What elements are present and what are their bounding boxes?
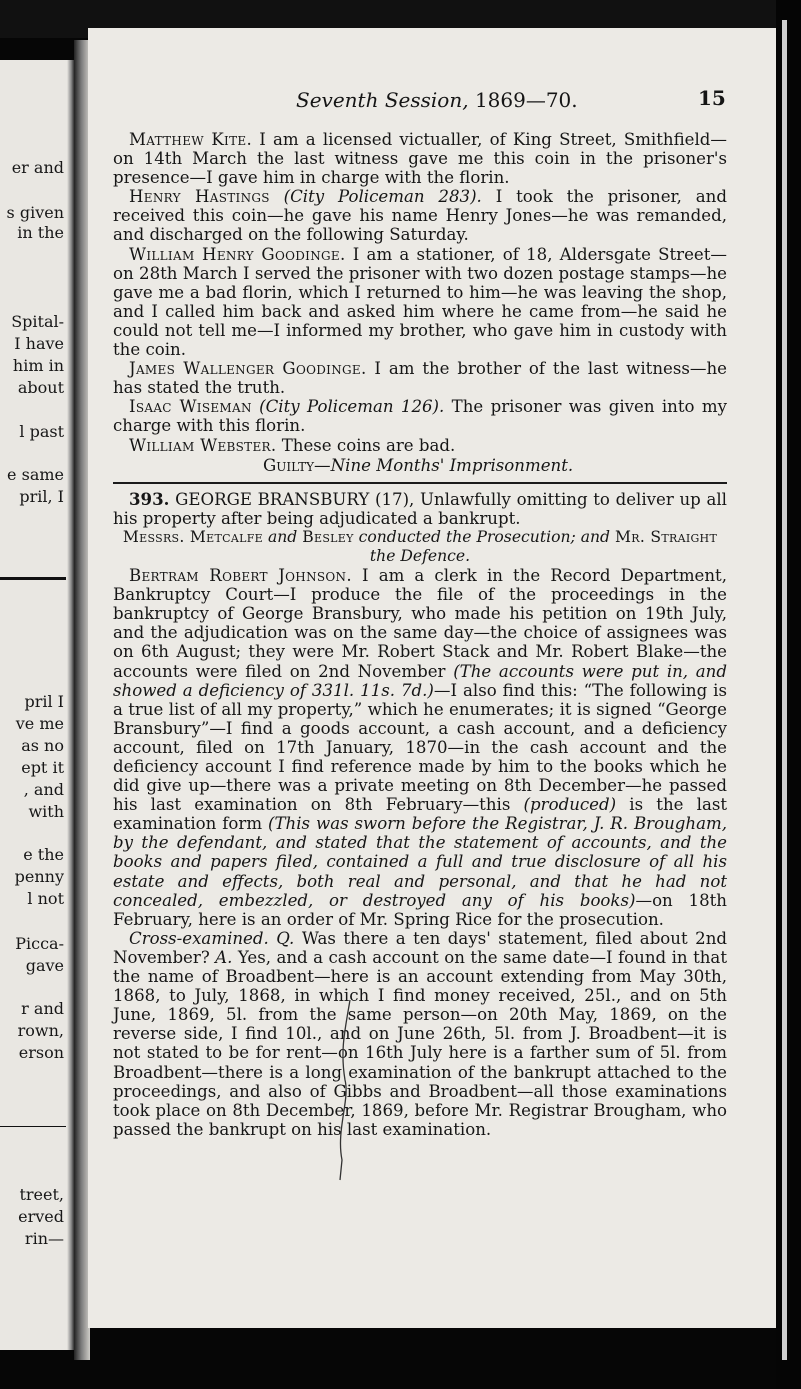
witness-role: (City Policeman 283). bbox=[283, 187, 482, 207]
testimony-text: These coins are bad. bbox=[281, 435, 456, 455]
page-number: 15 bbox=[698, 86, 726, 110]
testimony-paragraph bbox=[113, 436, 727, 455]
page-edge-shadow bbox=[67, 60, 74, 1350]
prosecution-counsel: Messrs. Metcalfe bbox=[122, 527, 263, 546]
fragment-line: l not bbox=[27, 889, 64, 908]
fragment-line: erved bbox=[18, 1207, 64, 1226]
fragment-line: rin— bbox=[24, 1229, 64, 1248]
scanner-background-right bbox=[776, 0, 801, 1389]
fragment-line: erson bbox=[18, 1043, 64, 1062]
fragment-line: Spital- bbox=[11, 312, 64, 331]
testimony-text: —I also find this: “The following is a true list of all my property,” which he enumerates; it is signed “George Bransbury”—I find a goods account, a cash account, and a deficiency account, filed on 17th January, 1870—in the cash account and the deficiency account I find reference made by him to the books which he did give up—there was a private meeting on 8th December—he passed his last examination on 8th February—this bbox=[113, 680, 728, 815]
witness-name: Matthew Kite. bbox=[129, 130, 253, 149]
running-years: 1869—70. bbox=[474, 88, 578, 112]
counsel-and: and bbox=[267, 527, 298, 546]
counsel-defence-text: the Defence. bbox=[369, 546, 471, 565]
fragment-line: treet, bbox=[19, 1185, 64, 1204]
testimony-text: I am the brother of the last witness—he has stated the truth. bbox=[113, 359, 727, 398]
verdict bbox=[113, 456, 727, 475]
witness-name: William Webster. bbox=[129, 435, 277, 455]
witness-name: Isaac Wiseman bbox=[129, 397, 252, 417]
defendant-name: GEORGE BRANSBURY (17), bbox=[175, 489, 415, 509]
counsel-line bbox=[113, 528, 727, 566]
fragment-line: , and bbox=[23, 780, 64, 799]
testimony-aside: (produced) bbox=[523, 795, 617, 815]
fragment-line: pril, I bbox=[19, 487, 64, 506]
fragment-line: about bbox=[17, 378, 64, 397]
fragment-line: I have bbox=[14, 334, 64, 353]
testimony-paragraph bbox=[113, 130, 727, 187]
fragment-line: s given bbox=[6, 203, 64, 222]
testimony-text: I am a licensed victualler, of King Street, Smithfield—on 14th March the last witness gave me this coin in the prisoner's presence—I gave him in charge with the florin. bbox=[113, 130, 728, 188]
fragment-line: as no bbox=[21, 736, 64, 755]
fragment-line: e the bbox=[23, 845, 64, 864]
fragment-line: with bbox=[28, 802, 64, 821]
prosecution-counsel-2: Besley bbox=[302, 527, 354, 546]
witness-name: Bertram Robert Johnson. bbox=[129, 566, 352, 586]
testimony-paragraph bbox=[113, 566, 727, 929]
question-label: Q. bbox=[276, 928, 295, 948]
testimony-text: is the last examination form bbox=[113, 795, 728, 834]
cross-examined-label: Cross-examined. bbox=[129, 928, 269, 948]
case-separator-rule bbox=[113, 482, 727, 484]
running-head bbox=[296, 88, 578, 112]
fragment-line: ept it bbox=[21, 758, 64, 777]
testimony-paragraph bbox=[113, 245, 727, 360]
fragment-line: pril I bbox=[24, 692, 64, 711]
case-number: 393. bbox=[129, 488, 170, 509]
testimony-text: I am a clerk in the Record Department, Bankruptcy Court—I produce the file of the proceedings in the bankruptcy of George Bransbury, who made his petition on 19th July, and the adjudication was on the same day—the choice of assignees was on 6th August; they were Mr. Robert Stack and Mr. Robert Blake—the accounts were filed on 2nd November bbox=[113, 566, 728, 681]
fragment-line: r and bbox=[21, 999, 64, 1018]
verdict-word: Guilty bbox=[263, 455, 315, 475]
fragment-line: e same bbox=[7, 465, 64, 484]
fragment-line: er and bbox=[11, 158, 64, 177]
counsel-prosecution-text: conducted the Prosecution; and bbox=[358, 527, 611, 546]
case-heading bbox=[113, 490, 727, 528]
testimony-paragraph bbox=[113, 397, 727, 435]
running-title: Seventh Session, bbox=[296, 88, 469, 112]
testimony-text: —on 18th February, here is an order of Mr. Spring Rice for the prosecution. bbox=[113, 890, 727, 929]
fragment-rule bbox=[0, 577, 66, 580]
testimony-aside: (This was sworn before the Registrar, J. R. Brougham, by the defendant, and stated that the statement of accounts, and the books and papers filed, contained a full and true disclosure of all his estate and effects, both real and personal, and that he had not concealed, embezzled, or destroyed any of his books) bbox=[113, 814, 727, 910]
body-text bbox=[113, 130, 727, 1139]
witness-role: (City Policeman 126). bbox=[259, 397, 445, 417]
fragment-line: in the bbox=[17, 223, 64, 242]
question-text: Was there a ten days' statement, filed about 2nd November? bbox=[113, 928, 728, 967]
fragment-line: him in bbox=[12, 356, 64, 375]
fragment-line: l past bbox=[19, 422, 64, 441]
fragment-line: penny bbox=[14, 867, 64, 886]
testimony-paragraph bbox=[113, 359, 727, 397]
charge-text: Unlawfully omitting to deliver up all his property after being adjudicated a bankrupt. bbox=[113, 489, 727, 528]
fragment-line: Picca- bbox=[15, 934, 64, 953]
testimony-text: The prisoner was given into my charge with this florin. bbox=[113, 397, 727, 436]
testimony-aside: (The accounts were put in, and showed a deficiency of 331l. 11s. 7d.) bbox=[113, 661, 727, 700]
answer-text: Yes, and a cash account on the same date—I found in that the name of Broadbent—here is an account extending from May 30th, 1868, to July, 1868, in which I find money received, 25l., and on 5th June, 1869, 5l. from the same person—on 20th May, 1869, on the reverse side, I find 10l., and on June 26th, 5l. from J. Broadbent—it is not stated to be for rent—on 16th July here is a farther sum of 5l. from Broadbent—there is a long examination of the bankrupt attached to the proceedings, and also of Gibbs and Broadbent—all those examinations took place on 8th December, 1869, before Mr. Registrar Brougham, who passed the bankrupt on his last examination. bbox=[113, 947, 727, 1139]
fragment-rule bbox=[0, 1126, 66, 1127]
facing-page-fragment bbox=[0, 60, 74, 1350]
testimony-paragraph bbox=[113, 187, 727, 244]
fragment-line: ve me bbox=[15, 714, 64, 733]
fragment-line: rown, bbox=[17, 1021, 64, 1040]
witness-name: Henry Hastings bbox=[129, 187, 270, 207]
fragment-line: gave bbox=[25, 956, 64, 975]
witness-name: James Wallenger Goodinge. bbox=[129, 359, 367, 379]
verdict-sentence: —Nine Months' Imprisonment. bbox=[314, 455, 574, 475]
testimony-text: I am a stationer, of 18, Aldersgate Street—on 28th March I served the prisoner with two dozen postage stamps—he gave me a bad florin, which I returned to him—he was leaving the shop, and I called him back and asked him where he came from—he said he could not tell me—I informed my brother, who gave him in custody with the coin. bbox=[113, 244, 727, 360]
witness-name: William Henry Goodinge. bbox=[129, 244, 346, 264]
scanner-strip bbox=[782, 20, 787, 1360]
defence-counsel: Mr. Straight bbox=[615, 527, 718, 546]
answer-label: A. bbox=[215, 947, 233, 967]
cross-examination-paragraph bbox=[113, 929, 727, 1139]
testimony-text: I took the prisoner, and received this coin—he gave his name Henry Jones—he was remanded, and discharged on the following Saturday. bbox=[113, 187, 727, 245]
